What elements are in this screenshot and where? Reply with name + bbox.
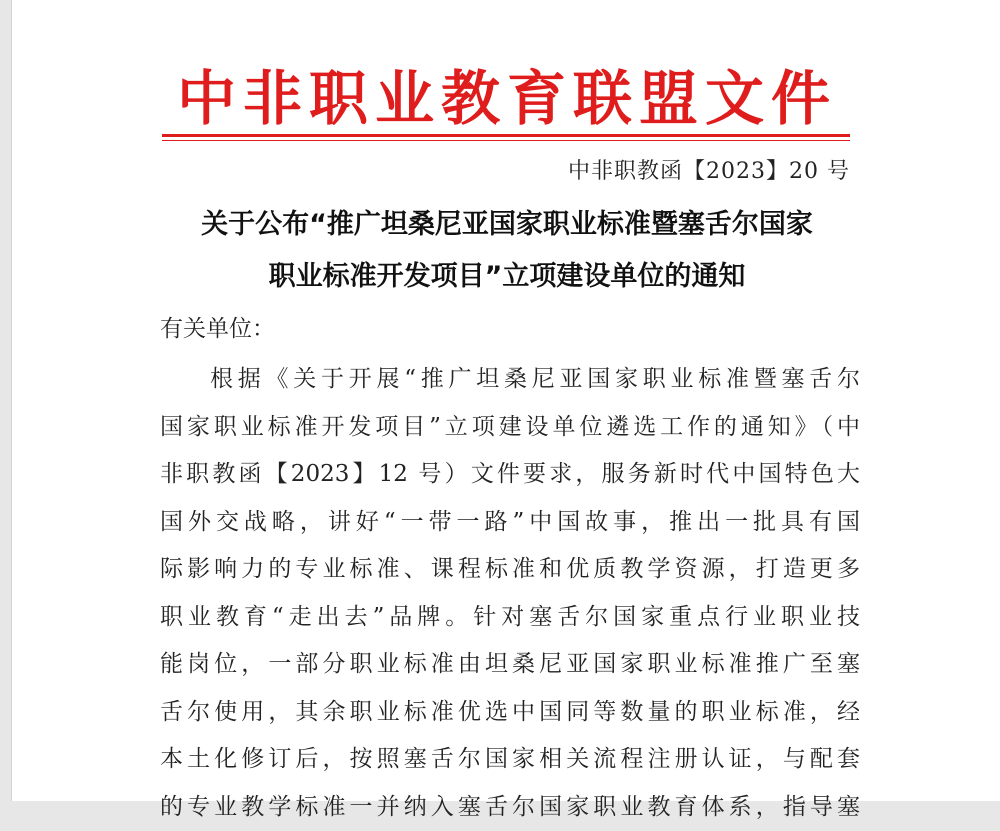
body-line: 际影响力的专业标准、课程标准和优质教学资源，打造更多 bbox=[160, 546, 860, 594]
header-rule-thick bbox=[162, 134, 850, 137]
salutation: 有关单位： bbox=[160, 311, 275, 347]
body-line: 舌尔使用，其余职业标准优选中国同等数量的职业标准，经 bbox=[160, 689, 860, 737]
body-paragraph bbox=[160, 356, 860, 831]
notice-heading-line: 关于公布“推广坦桑尼亚国家职业标准暨塞舌尔国家 bbox=[152, 199, 862, 251]
body-line: 国外交战略，讲好“一带一路”中国故事，推出一批具有国 bbox=[160, 499, 860, 547]
header-rule-thin bbox=[162, 140, 850, 141]
body-line: 本土化修订后，按照塞舌尔国家相关流程注册认证，与配套 bbox=[160, 736, 860, 784]
body-line: 根据《关于开展“推广坦桑尼亚国家职业标准暨塞舌尔 bbox=[160, 356, 860, 404]
document-number: 中非职教函【2023】20 号 bbox=[568, 156, 850, 188]
notice-heading bbox=[152, 199, 862, 303]
notice-heading-line: 职业标准开发项目”立项建设单位的通知 bbox=[152, 251, 862, 303]
body-line: 职业教育“走出去”品牌。针对塞舌尔国家重点行业职业技 bbox=[160, 594, 860, 642]
body-line: 非职教函【2023】12 号）文件要求，服务新时代中国特色大 bbox=[160, 451, 860, 499]
document-header-title: 中非职业教育联盟文件 bbox=[162, 64, 852, 134]
document-page bbox=[11, 0, 1000, 801]
body-line: 国家职业标准开发项目”立项建设单位遴选工作的通知》（中 bbox=[160, 404, 860, 452]
body-line: 能岗位，一部分职业标准由坦桑尼亚国家职业标准推广至塞 bbox=[160, 641, 860, 689]
body-line: 的专业教学标准一并纳入塞舌尔国家职业教育体系，指导塞 bbox=[160, 784, 860, 831]
